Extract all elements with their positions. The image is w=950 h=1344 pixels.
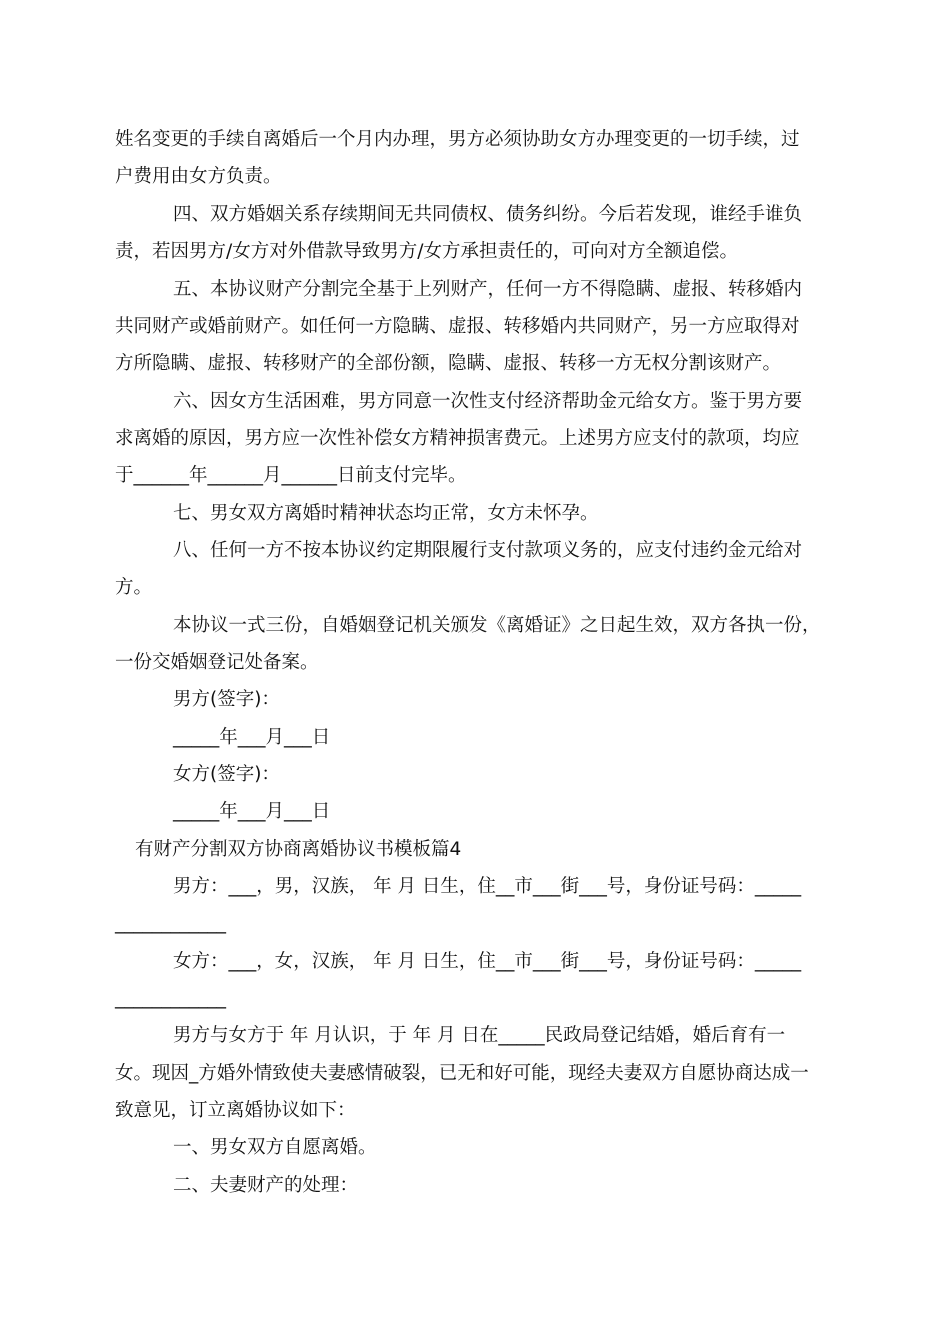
body-line: 姓名变更的手续自离婚后一个月内办理，男方必须协助女方办理变更的一切手续，过: [115, 129, 800, 150]
payment-date-line: 于______年______月______日前支付完毕。: [115, 465, 467, 486]
clause-2-line: 二、夫妻财产的处理：: [173, 1175, 359, 1196]
clause-7-line: 七、男女双方离婚时精神状态均正常，女方未怀孕。: [173, 503, 599, 524]
male-id-blank: ____________: [115, 913, 226, 934]
male-signature-label: 男方(签字)：: [173, 689, 280, 710]
body-line: 求离婚的原因，男方应一次性补偿女方精神损害费元。上述男方应支付的款项，均应: [115, 428, 800, 449]
male-party-info: 男方：___，男，汉族， 年 月 日生，住__市___街___号，身份证号码：_____: [173, 876, 802, 897]
body-line: 共同财产或婚前财产。如任何一方隐瞒、虚报、转移婚内共同财产，另一方应取得对: [115, 316, 800, 337]
body-line: 女。现因_方婚外情致使夫妻感情破裂，已无和好可能，现经夫妻双方自愿协商达成一: [115, 1063, 809, 1084]
clause-4-line: 四、双方婚姻关系存续期间无共同债权、债务纠纷。今后若发现，谁经手谁负: [173, 204, 803, 225]
section-heading: 有财产分割双方协商离婚协议书模板篇4: [135, 839, 462, 860]
female-signature-date: _____年___月___日: [173, 801, 331, 822]
effect-line: 本协议一式三份，自婚姻登记机关颁发《离婚证》之日起生效，双方各执一份，: [173, 615, 821, 636]
clause-8-line: 八、任何一方不按本协议约定期限履行支付款项义务的，应支付违约金元给对: [173, 540, 803, 561]
female-party-info: 女方：___，女，汉族， 年 月 日生，住__市___街___号，身份证号码：_____: [173, 951, 802, 972]
female-signature-label: 女方(签字)：: [173, 764, 280, 785]
body-line: 方。: [115, 577, 153, 598]
male-signature-date: _____年___月___日: [173, 727, 331, 748]
body-line: 致意见，订立离婚协议如下：: [115, 1100, 356, 1121]
clause-5-line: 五、本协议财产分割完全基于上列财产，任何一方不得隐瞒、虚报、转移婚内: [173, 279, 803, 300]
female-id-blank: ____________: [115, 988, 226, 1009]
body-line: 一份交婚姻登记处备案。: [115, 652, 319, 673]
body-line: 责，若因男方/女方对外借款导致男方/女方承担责任的，可向对方全额追偿。: [115, 241, 738, 262]
intro-line: 男方与女方于 年 月认识，于 年 月 日在_____民政局登记结婚，婚后育有一: [173, 1025, 786, 1046]
body-line: 户费用由女方负责。: [115, 166, 282, 187]
body-line: 方所隐瞒、虚报、转移财产的全部份额，隐瞒、虚报、转移一方无权分割该财产。: [115, 353, 782, 374]
clause-1-line: 一、男女双方自愿离婚。: [173, 1137, 377, 1158]
clause-6-line: 六、因女方生活困难，男方同意一次性支付经济帮助金元给女方。鉴于男方要: [173, 391, 803, 412]
